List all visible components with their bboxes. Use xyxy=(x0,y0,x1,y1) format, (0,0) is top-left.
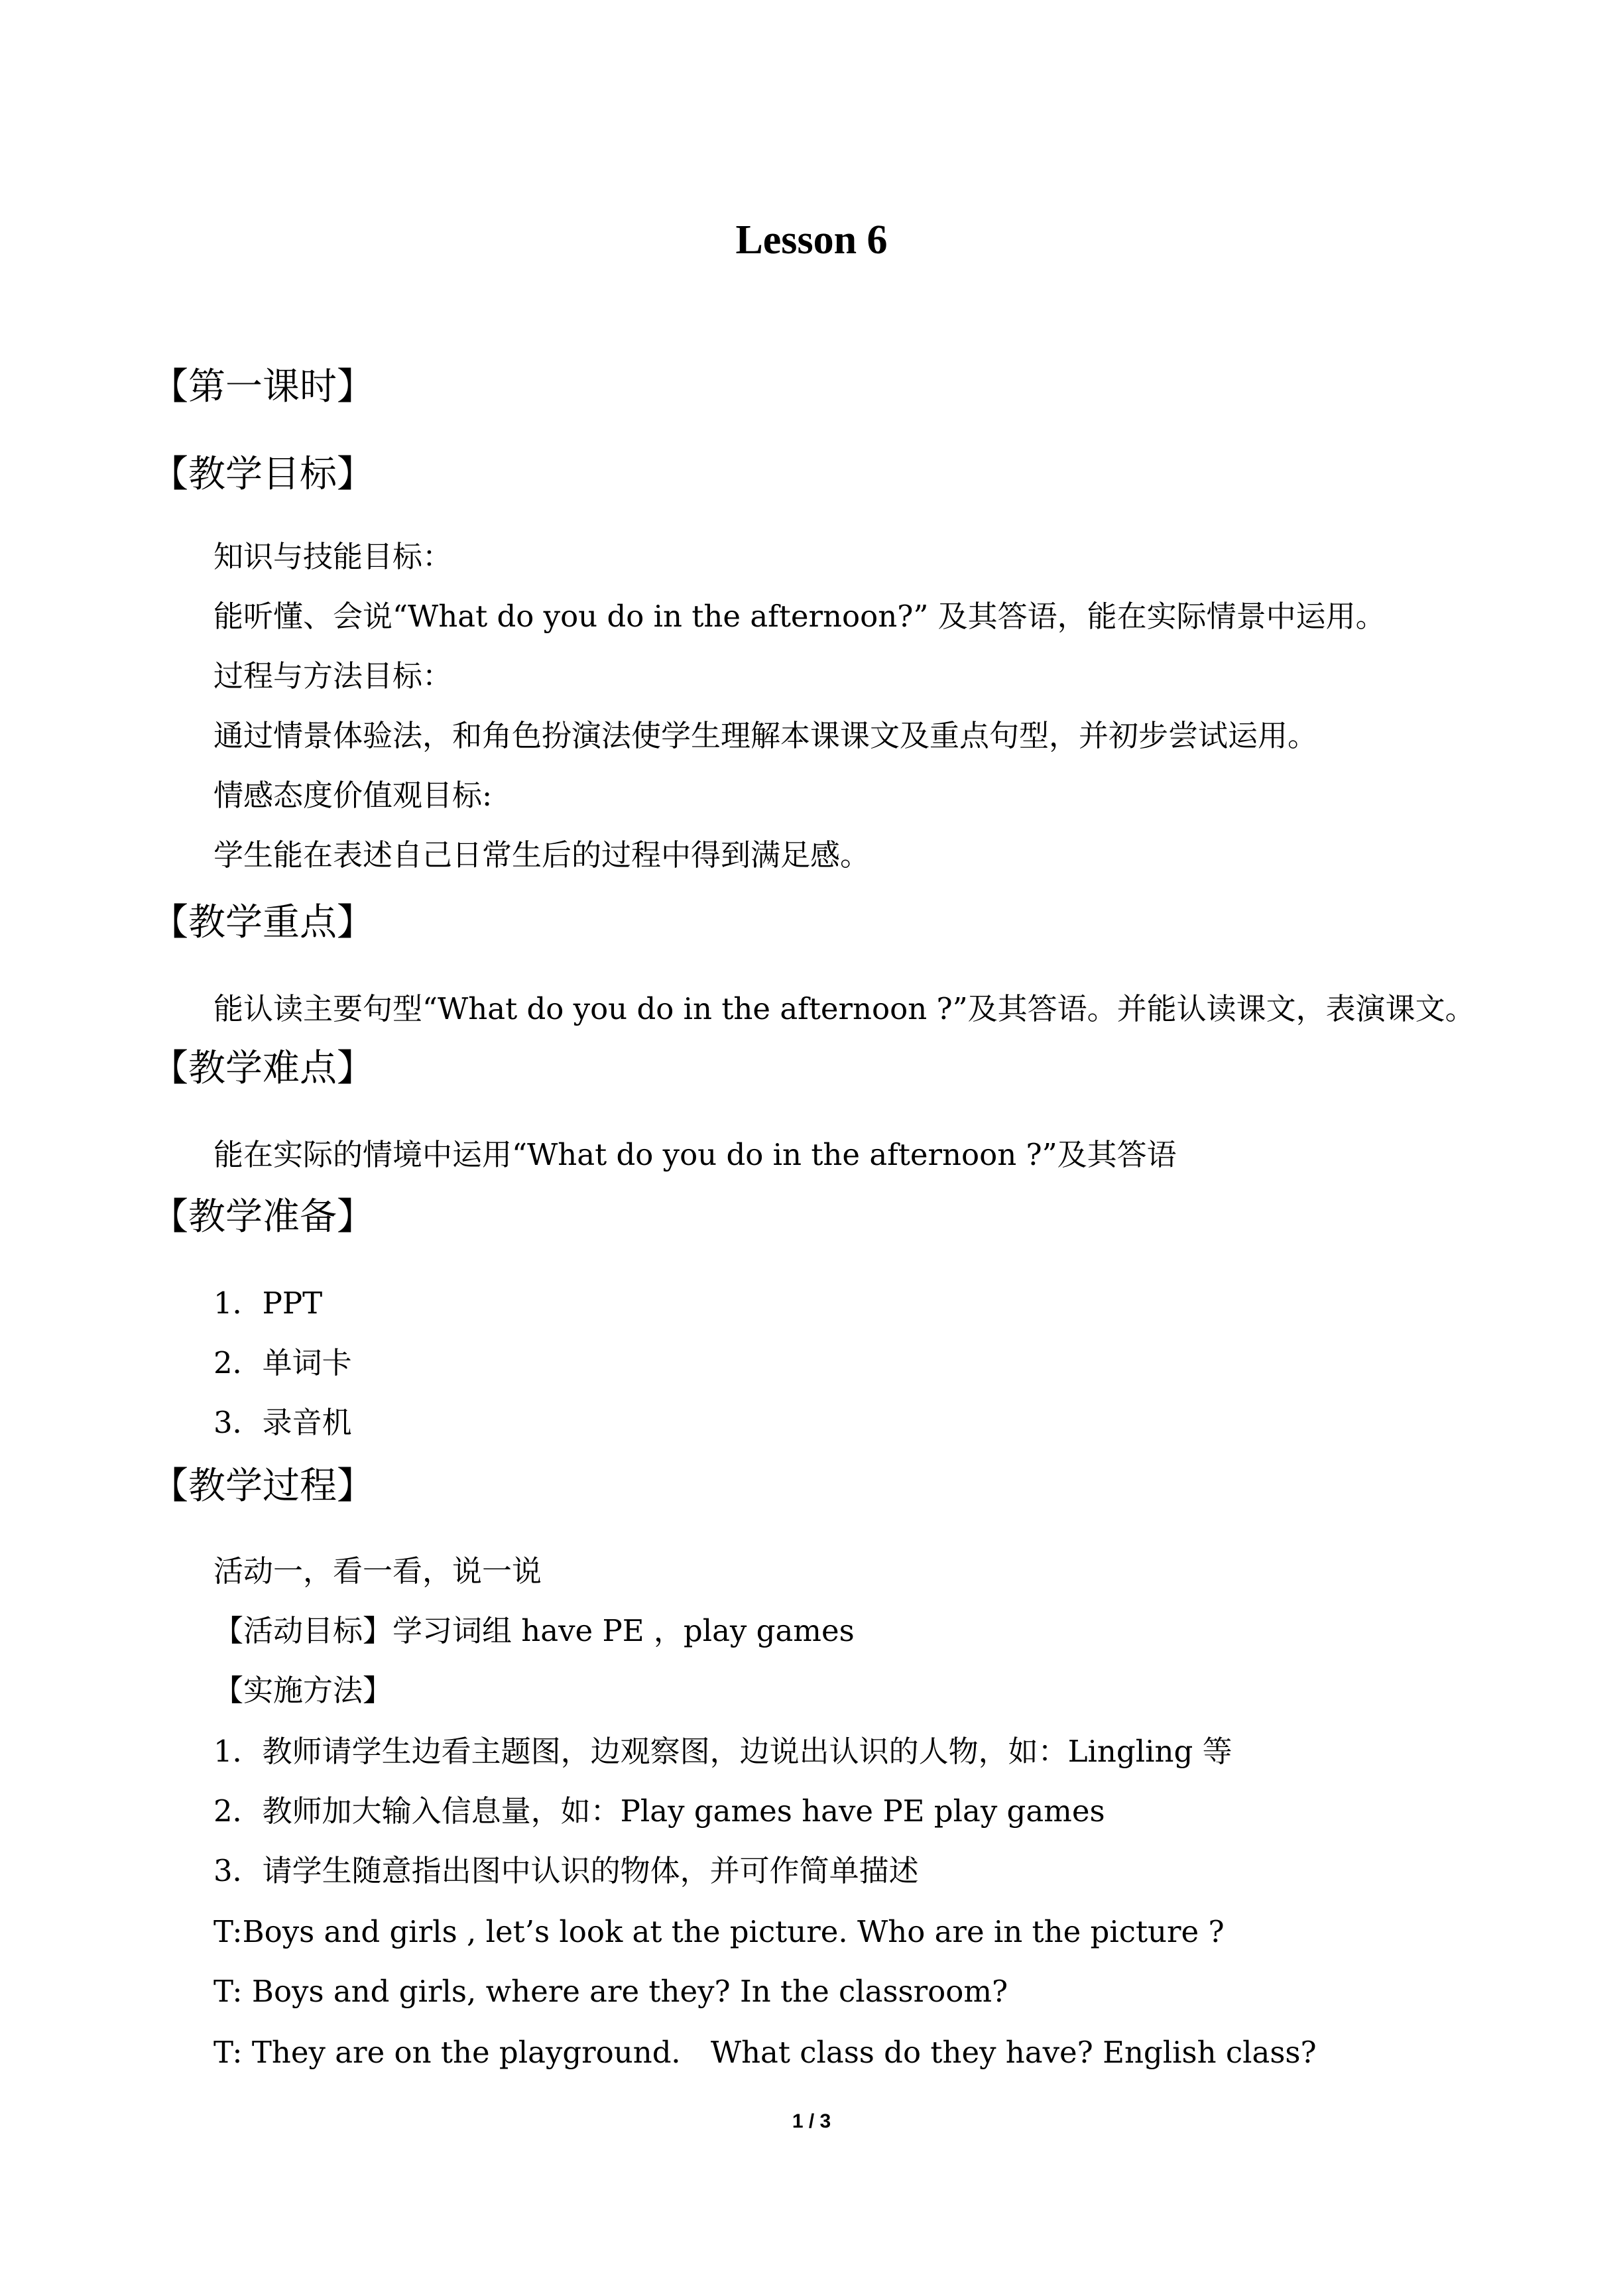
process-line: 【活动目标】学习词组 have PE ，play games xyxy=(213,1613,855,1648)
preparation-item: 3．录音机 xyxy=(213,1405,352,1440)
preparation-heading: 【教学准备】 xyxy=(151,1195,374,1239)
difficulties-heading: 【教学难点】 xyxy=(151,1047,374,1090)
objectives-line: 能听懂、会说“What do you do in the afternoon?” 及其答语，能在实际情景中运用。 xyxy=(213,599,1386,634)
process-line: 1．教师请学生边看主题图，边观察图，边说出认识的人物，如：Lingling 等 xyxy=(213,1734,1232,1769)
objectives-line: 学生能在表述自己日常生后的过程中得到满足感。 xyxy=(213,837,871,873)
objectives-line: 通过情景体验法，和角色扮演法使学生理解本课课文及重点句型，并初步尝试运用。 xyxy=(213,718,1318,753)
key-points-heading: 【教学重点】 xyxy=(151,901,374,944)
key-points-text: 能认读主要句型“What do you do in the afternoon ?”及其答语。并能认读课文，表演课文。 xyxy=(213,991,1475,1026)
process-line: T:Boys and girls , let’s look at the picture. Who are in the picture ? xyxy=(213,1914,1225,1949)
objectives-heading: 【教学目标】 xyxy=(151,453,374,496)
preparation-item: 2．单词卡 xyxy=(213,1345,352,1380)
difficulties-text: 能在实际的情境中运用“What do you do in the afternoon ?”及其答语 xyxy=(213,1137,1177,1172)
objectives-line: 过程与方法目标： xyxy=(213,658,453,694)
objectives-line: 情感态度价值观目标: xyxy=(213,778,493,813)
process-line: 活动一，看一看，说一说 xyxy=(213,1553,542,1589)
page-number: 1 / 3 xyxy=(792,2110,831,2132)
process-line: 3．请学生随意指出图中认识的物体，并可作简单描述 xyxy=(213,1853,919,1888)
process-line: T: They are on the playground． What class do they have? English class? xyxy=(213,2035,1317,2070)
process-line: 2．教师加大输入信息量，如：Play games have PE play games xyxy=(213,1793,1105,1829)
process-line: T: Boys and girls, where are they? In the classroom? xyxy=(213,1974,1008,2009)
preparation-item: 1．PPT xyxy=(213,1286,323,1321)
period-heading: 【第一课时】 xyxy=(151,365,374,408)
process-line: 【实施方法】 xyxy=(213,1673,393,1708)
process-heading: 【教学过程】 xyxy=(151,1465,374,1508)
objectives-line: 知识与技能目标： xyxy=(213,539,453,574)
document-title: Lesson 6 xyxy=(735,217,888,263)
